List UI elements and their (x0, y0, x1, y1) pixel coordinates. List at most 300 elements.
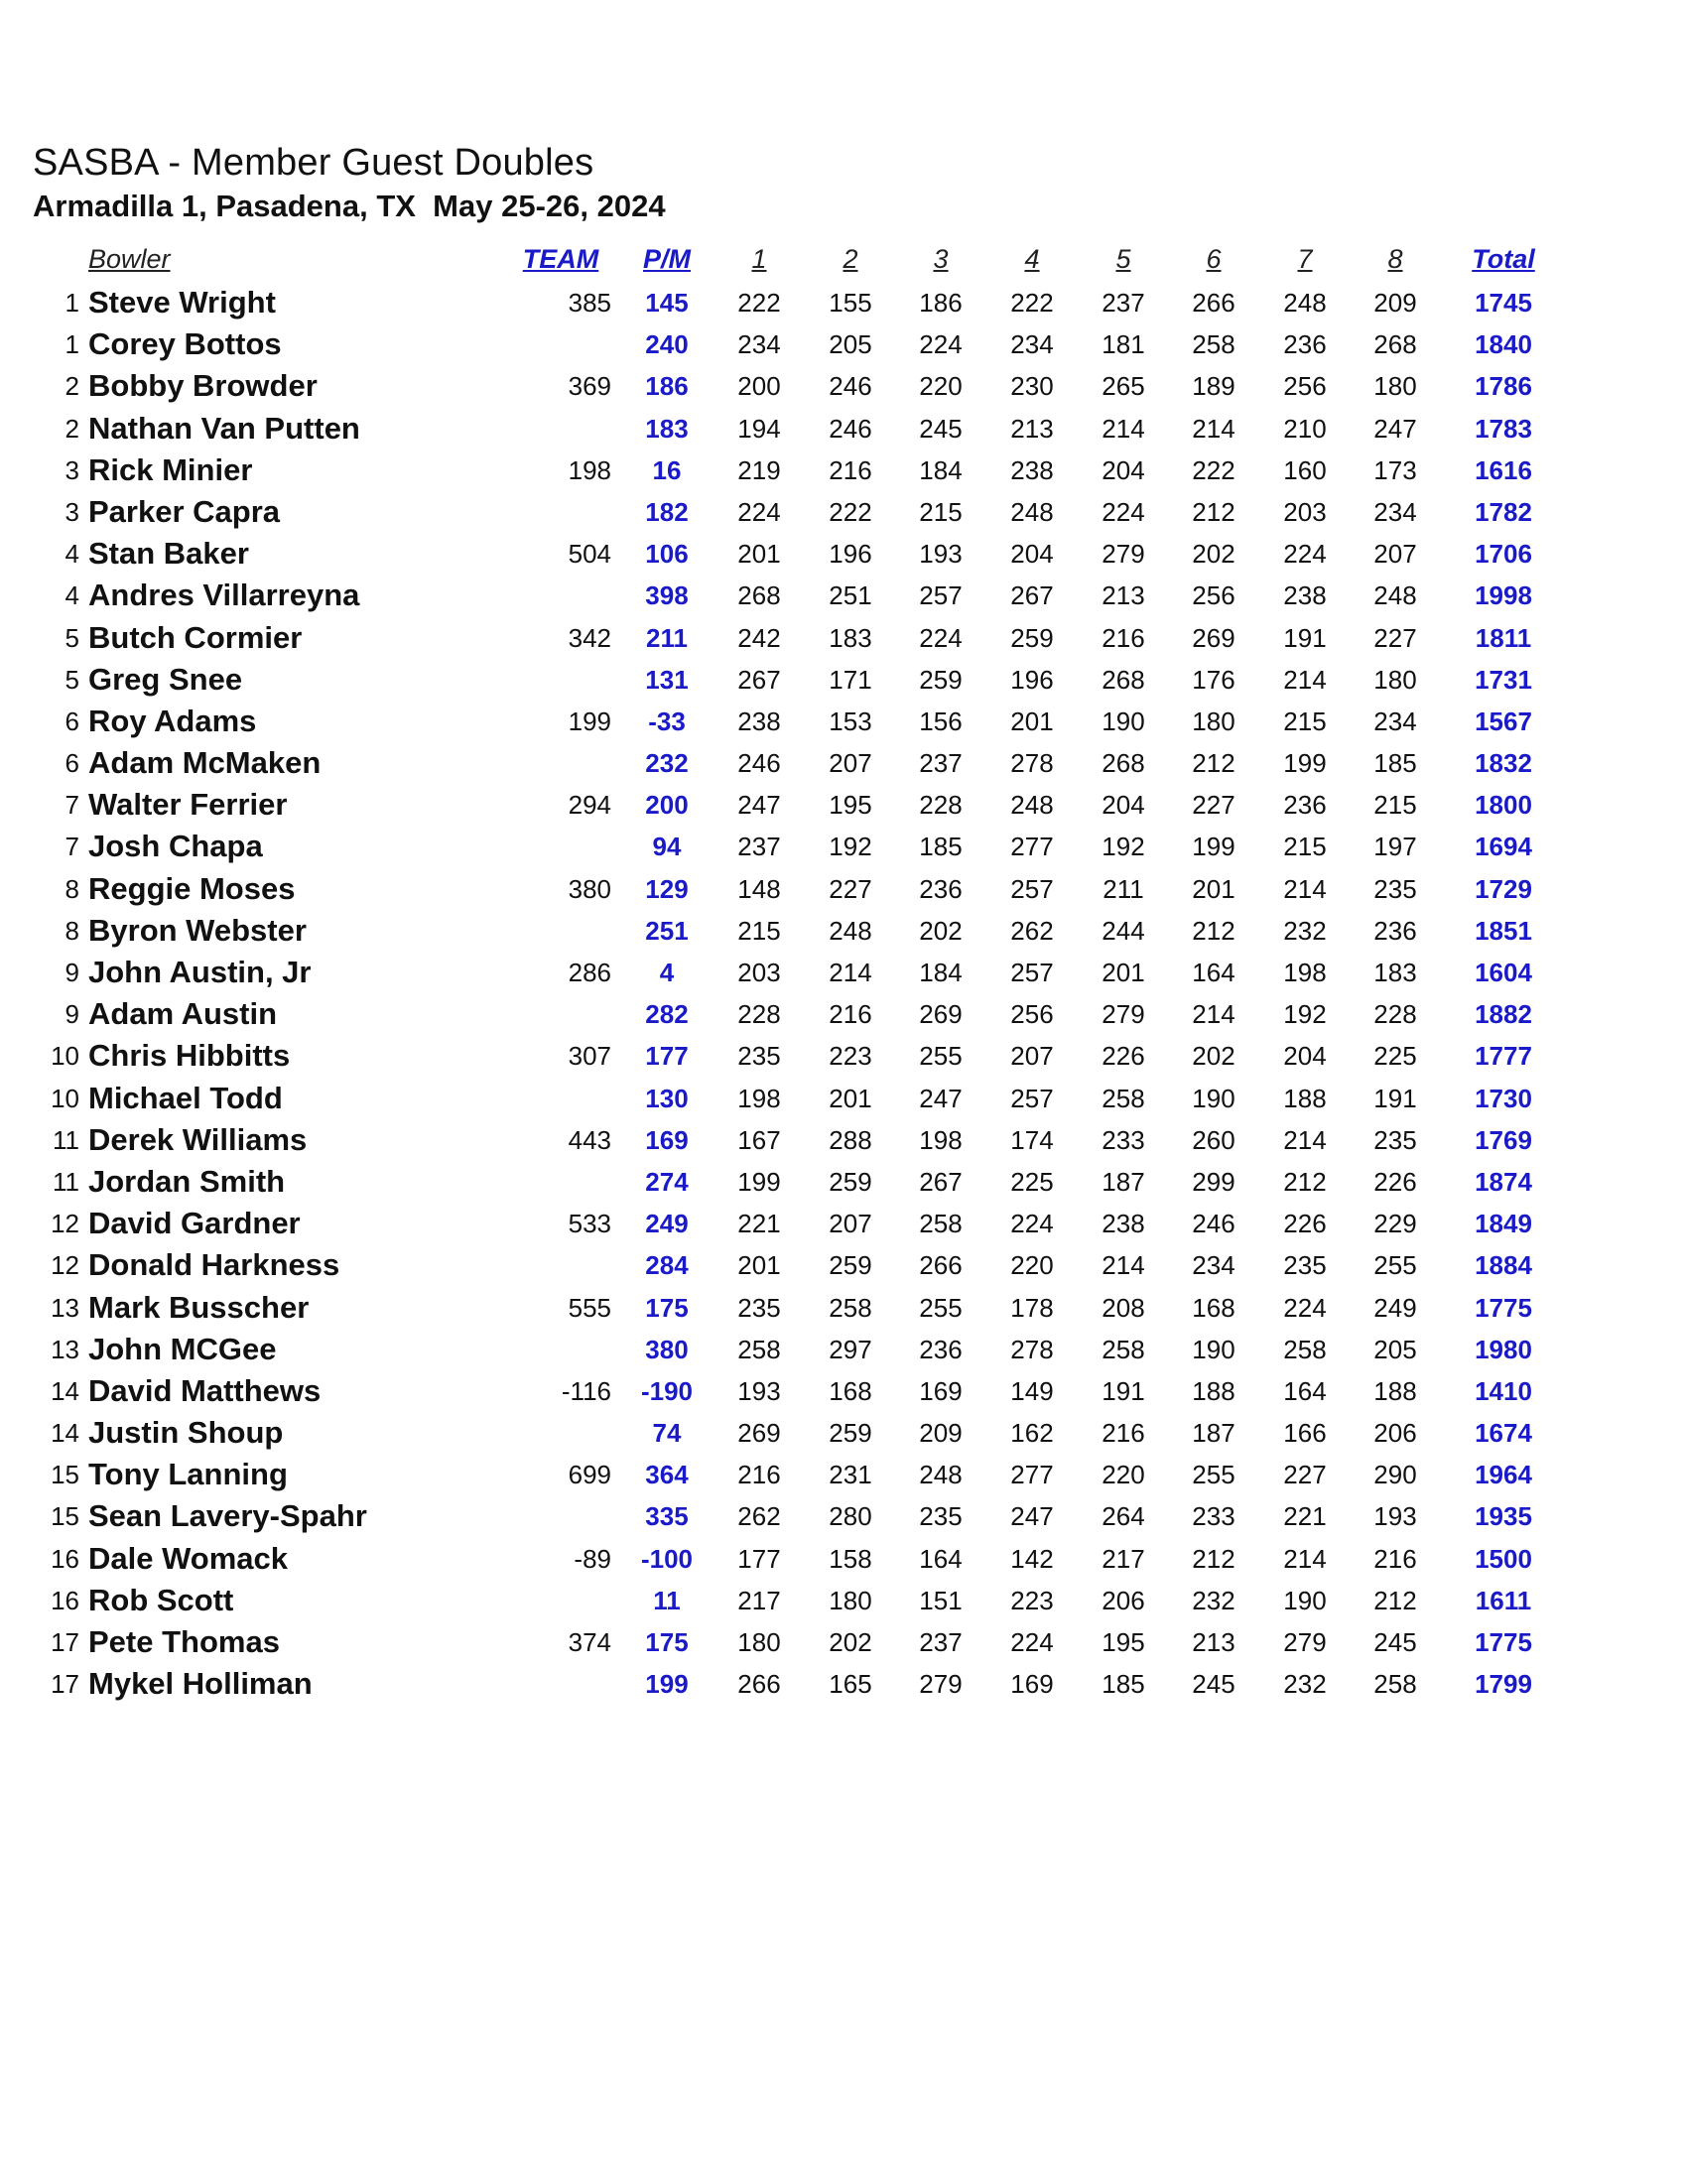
game-2-cell: 297 (829, 1334, 872, 1364)
game-3-cell: 169 (919, 1375, 963, 1406)
rank-cell: 5 (65, 622, 79, 653)
game-3-cell: 156 (919, 706, 963, 736)
rank-cell: 17 (51, 1669, 79, 1700)
bowler-name-cell: John MCGee (88, 1331, 277, 1366)
game-8-cell: 234 (1373, 496, 1417, 527)
game-2-cell: 259 (829, 1166, 872, 1197)
game-7-cell: 204 (1283, 1041, 1327, 1072)
game-3-cell: 236 (919, 1334, 963, 1364)
table-row (0, 1329, 1687, 1370)
total-cell: 1769 (1475, 1124, 1532, 1155)
bowler-name-cell: Parker Capra (88, 493, 281, 529)
rank-cell: 4 (65, 539, 79, 570)
game-3-cell: 215 (919, 496, 963, 527)
game-6-cell: 189 (1192, 371, 1235, 402)
game-8-cell: 193 (1373, 1501, 1417, 1532)
game-3-cell: 193 (919, 539, 963, 570)
pm-cell: -190 (640, 1375, 694, 1406)
game-2-cell: 201 (829, 1083, 872, 1113)
game-5-cell: 265 (1102, 371, 1145, 402)
game-3-cell: 235 (919, 1501, 963, 1532)
game-5-cell: 208 (1102, 1292, 1145, 1323)
game-5-cell: 201 (1102, 958, 1145, 987)
game-3-cell: 224 (919, 622, 963, 653)
document-subtitle: Armadilla 1, Pasadena, TX May 25-26, 2024 (33, 189, 666, 223)
rank-cell: 12 (51, 1209, 79, 1239)
game-4-cell: 259 (1010, 622, 1054, 653)
table-row (0, 408, 1687, 450)
total-cell: 1616 (1475, 454, 1532, 485)
team-cell: 294 (568, 790, 611, 821)
game-5-cell: 192 (1102, 832, 1145, 862)
game-8-cell: 197 (1373, 832, 1417, 862)
bowler-name-cell: Jordan Smith (88, 1163, 286, 1199)
game-4-cell: 267 (1010, 580, 1054, 611)
table-row (0, 533, 1687, 575)
game-1-cell: 215 (737, 915, 781, 946)
game-6-cell: 222 (1192, 454, 1235, 485)
bowler-name-cell: Josh Chapa (88, 829, 263, 864)
game-4-cell: 174 (1010, 1124, 1054, 1155)
game-7-cell: 226 (1283, 1209, 1327, 1239)
table-row (0, 1580, 1687, 1621)
bowler-name-cell: David Matthews (88, 1372, 322, 1408)
game-2-cell: 153 (829, 706, 872, 736)
total-cell: 1500 (1475, 1543, 1532, 1574)
game-4-cell: 178 (1010, 1292, 1054, 1323)
game-5-cell: 214 (1102, 413, 1145, 444)
game-6-cell: 245 (1192, 1669, 1235, 1700)
pm-cell: 364 (645, 1460, 689, 1490)
header-game-8: 8 (1387, 244, 1403, 274)
game-7-cell: 190 (1283, 1585, 1327, 1615)
game-2-cell: 259 (829, 1250, 872, 1281)
game-1-cell: 180 (737, 1627, 781, 1657)
pm-cell: 129 (645, 873, 689, 904)
game-4-cell: 278 (1010, 748, 1054, 779)
game-2-cell: 171 (829, 664, 872, 695)
pm-cell: -33 (648, 706, 686, 736)
pm-cell: 183 (645, 413, 689, 444)
pm-cell: 199 (645, 1669, 689, 1700)
game-6-cell: 233 (1192, 1501, 1235, 1532)
pm-cell: 380 (645, 1334, 689, 1364)
table-row (0, 1119, 1687, 1161)
game-1-cell: 219 (737, 454, 781, 485)
game-7-cell: 192 (1283, 999, 1327, 1030)
game-3-cell: 269 (919, 999, 963, 1030)
table-row (0, 952, 1687, 993)
bowler-name-cell: Michael Todd (88, 1080, 283, 1115)
bowler-name-cell: Steve Wright (88, 285, 276, 320)
game-4-cell: 230 (1010, 371, 1054, 402)
bowler-name-cell: Mykel Holliman (88, 1666, 313, 1702)
game-8-cell: 229 (1373, 1209, 1417, 1239)
rank-cell: 3 (65, 454, 79, 485)
total-cell: 1706 (1475, 539, 1532, 570)
game-5-cell: 258 (1102, 1083, 1145, 1113)
game-2-cell: 259 (829, 1418, 872, 1449)
game-5-cell: 217 (1102, 1543, 1145, 1574)
game-5-cell: 216 (1102, 622, 1145, 653)
game-3-cell: 186 (919, 288, 963, 318)
header-team: TEAM (522, 244, 599, 274)
total-cell: 1882 (1475, 999, 1532, 1030)
rank-cell: 11 (53, 1166, 79, 1197)
game-4-cell: 142 (1010, 1543, 1054, 1574)
pm-cell: 175 (645, 1292, 689, 1323)
game-1-cell: 216 (737, 1460, 781, 1490)
rank-cell: 10 (51, 1041, 79, 1072)
game-1-cell: 177 (737, 1543, 781, 1574)
game-6-cell: 164 (1192, 958, 1235, 987)
game-8-cell: 236 (1373, 915, 1417, 946)
game-1-cell: 217 (737, 1585, 781, 1615)
game-7-cell: 212 (1283, 1166, 1327, 1197)
rank-cell: 5 (65, 664, 79, 695)
game-3-cell: 255 (919, 1041, 963, 1072)
total-cell: 1998 (1475, 580, 1532, 611)
game-7-cell: 227 (1283, 1460, 1327, 1490)
game-1-cell: 193 (737, 1375, 781, 1406)
rank-cell: 10 (51, 1083, 79, 1113)
game-5-cell: 204 (1102, 790, 1145, 821)
game-8-cell: 216 (1373, 1543, 1417, 1574)
pm-cell: 145 (645, 288, 689, 318)
game-3-cell: 247 (919, 1083, 963, 1113)
game-7-cell: 203 (1283, 496, 1327, 527)
total-cell: 1730 (1475, 1083, 1532, 1113)
game-7-cell: 236 (1283, 329, 1327, 360)
game-1-cell: 234 (737, 329, 781, 360)
rank-cell: 6 (65, 748, 79, 779)
table-row (0, 365, 1687, 407)
game-3-cell: 267 (919, 1166, 963, 1197)
game-4-cell: 257 (1010, 873, 1054, 904)
total-cell: 1782 (1475, 496, 1532, 527)
total-cell: 1745 (1475, 288, 1532, 318)
game-1-cell: 262 (737, 1501, 781, 1532)
game-1-cell: 200 (737, 371, 781, 402)
game-7-cell: 188 (1283, 1083, 1327, 1113)
total-cell: 1775 (1475, 1627, 1532, 1657)
rank-cell: 13 (51, 1334, 79, 1364)
game-3-cell: 258 (919, 1209, 963, 1239)
rank-cell: 9 (65, 958, 79, 987)
game-1-cell: 167 (737, 1124, 781, 1155)
rank-cell: 16 (51, 1543, 79, 1574)
header-bowler: Bowler (88, 244, 171, 274)
table-row (0, 1370, 1687, 1412)
table-row (0, 659, 1687, 701)
pm-cell: 232 (645, 748, 689, 779)
game-3-cell: 209 (919, 1418, 963, 1449)
game-3-cell: 224 (919, 329, 963, 360)
team-cell: 504 (568, 539, 611, 570)
game-8-cell: 247 (1373, 413, 1417, 444)
game-8-cell: 290 (1373, 1460, 1417, 1490)
team-cell: 374 (568, 1627, 611, 1657)
rank-cell: 8 (65, 873, 79, 904)
pm-cell: 186 (645, 371, 689, 402)
total-cell: 1410 (1475, 1375, 1532, 1406)
game-8-cell: 191 (1373, 1083, 1417, 1113)
game-5-cell: 206 (1102, 1585, 1145, 1615)
game-2-cell: 192 (829, 832, 872, 862)
total-cell: 1884 (1475, 1250, 1532, 1281)
game-1-cell: 268 (737, 580, 781, 611)
total-cell: 1731 (1475, 664, 1532, 695)
game-6-cell: 212 (1192, 496, 1235, 527)
game-2-cell: 248 (829, 915, 872, 946)
game-4-cell: 204 (1010, 539, 1054, 570)
table-row (0, 1412, 1687, 1454)
game-5-cell: 264 (1102, 1501, 1145, 1532)
rank-cell: 11 (53, 1124, 79, 1155)
total-cell: 1786 (1475, 371, 1532, 402)
table-row (0, 1621, 1687, 1663)
game-2-cell: 207 (829, 748, 872, 779)
game-7-cell: 232 (1283, 1669, 1327, 1700)
game-7-cell: 164 (1283, 1375, 1327, 1406)
game-2-cell: 231 (829, 1460, 872, 1490)
rank-cell: 2 (65, 371, 79, 402)
total-cell: 1849 (1475, 1209, 1532, 1239)
game-1-cell: 224 (737, 496, 781, 527)
game-4-cell: 248 (1010, 496, 1054, 527)
header-game-1: 1 (751, 244, 767, 274)
game-1-cell: 237 (737, 832, 781, 862)
rank-cell: 15 (51, 1460, 79, 1490)
game-4-cell: 257 (1010, 958, 1054, 987)
team-cell: 286 (568, 958, 611, 987)
table-row (0, 1203, 1687, 1244)
table-row (0, 868, 1687, 910)
game-7-cell: 198 (1283, 958, 1327, 987)
game-6-cell: 299 (1192, 1166, 1235, 1197)
team-cell: 555 (568, 1292, 611, 1323)
game-8-cell: 205 (1373, 1334, 1417, 1364)
team-cell: 307 (568, 1041, 611, 1072)
game-1-cell: 235 (737, 1292, 781, 1323)
bowler-name-cell: David Gardner (88, 1206, 301, 1241)
game-3-cell: 151 (919, 1585, 963, 1615)
game-6-cell: 255 (1192, 1460, 1235, 1490)
game-7-cell: 248 (1283, 288, 1327, 318)
team-cell: 199 (568, 706, 611, 736)
game-1-cell: 228 (737, 999, 781, 1030)
game-6-cell: 260 (1192, 1124, 1235, 1155)
game-1-cell: 201 (737, 1250, 781, 1281)
table-row (0, 1663, 1687, 1705)
game-5-cell: 191 (1102, 1375, 1145, 1406)
game-6-cell: 212 (1192, 1543, 1235, 1574)
game-8-cell: 215 (1373, 790, 1417, 821)
pm-cell: -100 (640, 1543, 694, 1574)
team-cell: 342 (568, 622, 611, 653)
bowler-name-cell: Donald Harkness (88, 1247, 340, 1283)
game-3-cell: 255 (919, 1292, 963, 1323)
rank-cell: 8 (65, 915, 79, 946)
game-4-cell: 149 (1010, 1375, 1054, 1406)
bowler-name-cell: Nathan Van Putten (88, 410, 360, 446)
game-6-cell: 232 (1192, 1585, 1235, 1615)
total-cell: 1777 (1475, 1041, 1532, 1072)
game-5-cell: 268 (1102, 664, 1145, 695)
game-2-cell: 246 (829, 413, 872, 444)
game-8-cell: 188 (1373, 1375, 1417, 1406)
table-row (0, 1244, 1687, 1286)
game-7-cell: 191 (1283, 622, 1327, 653)
game-8-cell: 255 (1373, 1250, 1417, 1281)
game-4-cell: 277 (1010, 832, 1054, 862)
game-8-cell: 226 (1373, 1166, 1417, 1197)
game-5-cell: 233 (1102, 1124, 1145, 1155)
game-5-cell: 258 (1102, 1334, 1145, 1364)
total-cell: 1611 (1475, 1585, 1532, 1615)
pm-cell: 16 (652, 454, 682, 485)
game-6-cell: 246 (1192, 1209, 1235, 1239)
game-8-cell: 235 (1373, 873, 1417, 904)
game-3-cell: 184 (919, 454, 963, 485)
game-7-cell: 166 (1283, 1418, 1327, 1449)
header-pm: P/M (642, 244, 691, 274)
game-7-cell: 238 (1283, 580, 1327, 611)
team-cell: 533 (568, 1209, 611, 1239)
header-game-5: 5 (1115, 244, 1131, 274)
game-2-cell: 246 (829, 371, 872, 402)
table-row (0, 784, 1687, 826)
bowler-name-cell: Justin Shoup (88, 1415, 284, 1451)
game-3-cell: 228 (919, 790, 963, 821)
pm-cell: 211 (646, 622, 688, 653)
pm-cell: 282 (645, 999, 689, 1030)
team-cell: 198 (568, 454, 611, 485)
game-2-cell: 227 (829, 873, 872, 904)
game-1-cell: 221 (737, 1209, 781, 1239)
game-5-cell: 220 (1102, 1460, 1145, 1490)
bowler-name-cell: Butch Cormier (88, 619, 303, 655)
pm-cell: 169 (645, 1124, 689, 1155)
rank-cell: 16 (51, 1585, 79, 1615)
game-6-cell: 202 (1192, 539, 1235, 570)
total-cell: 1694 (1475, 832, 1532, 862)
rank-cell: 7 (65, 832, 79, 862)
game-5-cell: 181 (1102, 329, 1145, 360)
pm-cell: 240 (645, 329, 689, 360)
header-game-6: 6 (1206, 244, 1222, 274)
game-2-cell: 223 (829, 1041, 872, 1072)
game-2-cell: 155 (829, 288, 872, 318)
game-1-cell: 198 (737, 1083, 781, 1113)
game-5-cell: 224 (1102, 496, 1145, 527)
game-4-cell: 220 (1010, 1250, 1054, 1281)
game-5-cell: 216 (1102, 1418, 1145, 1449)
game-2-cell: 158 (829, 1543, 872, 1574)
game-8-cell: 258 (1373, 1669, 1417, 1700)
game-4-cell: 196 (1010, 664, 1054, 695)
game-1-cell: 194 (737, 413, 781, 444)
game-3-cell: 220 (919, 371, 963, 402)
rank-cell: 12 (51, 1250, 79, 1281)
bowler-name-cell: Derek Williams (88, 1121, 308, 1157)
game-8-cell: 225 (1373, 1041, 1417, 1072)
game-4-cell: 224 (1010, 1627, 1054, 1657)
game-2-cell: 216 (829, 999, 872, 1030)
game-4-cell: 201 (1010, 706, 1054, 736)
pm-cell: 4 (659, 958, 675, 987)
game-2-cell: 222 (829, 496, 872, 527)
game-1-cell: 269 (737, 1418, 781, 1449)
table-row (0, 491, 1687, 533)
game-4-cell: 207 (1010, 1041, 1054, 1072)
game-5-cell: 190 (1102, 706, 1145, 736)
table-row (0, 1161, 1687, 1203)
game-4-cell: 278 (1010, 1334, 1054, 1364)
game-3-cell: 245 (919, 413, 963, 444)
table-row (0, 575, 1687, 616)
bowler-name-cell: Adam Austin (88, 996, 278, 1032)
game-7-cell: 210 (1283, 413, 1327, 444)
game-2-cell: 165 (829, 1669, 872, 1700)
game-6-cell: 256 (1192, 580, 1235, 611)
rank-cell: 14 (51, 1418, 79, 1449)
game-6-cell: 202 (1192, 1041, 1235, 1072)
game-7-cell: 232 (1283, 915, 1327, 946)
game-2-cell: 180 (829, 1585, 872, 1615)
game-8-cell: 212 (1373, 1585, 1417, 1615)
game-2-cell: 251 (829, 580, 872, 611)
bowler-name-cell: Dale Womack (88, 1540, 289, 1576)
table-row (0, 1035, 1687, 1077)
bowler-name-cell: Rob Scott (88, 1582, 234, 1617)
game-4-cell: 238 (1010, 454, 1054, 485)
game-3-cell: 237 (919, 1627, 963, 1657)
game-1-cell: 242 (737, 622, 781, 653)
game-6-cell: 188 (1192, 1375, 1235, 1406)
bowler-name-cell: Byron Webster (88, 912, 307, 948)
game-3-cell: 164 (919, 1543, 963, 1574)
game-5-cell: 204 (1102, 454, 1145, 485)
game-4-cell: 262 (1010, 915, 1054, 946)
game-5-cell: 187 (1102, 1166, 1145, 1197)
game-1-cell: 267 (737, 664, 781, 695)
rank-cell: 1 (65, 329, 79, 360)
pm-cell: 200 (645, 790, 689, 821)
game-5-cell: 226 (1102, 1041, 1145, 1072)
game-6-cell: 258 (1192, 329, 1235, 360)
game-3-cell: 257 (919, 580, 963, 611)
game-3-cell: 266 (919, 1250, 963, 1281)
game-3-cell: 198 (919, 1124, 963, 1155)
game-4-cell: 257 (1010, 1083, 1054, 1113)
rank-cell: 4 (65, 580, 79, 611)
pm-cell: 249 (645, 1209, 689, 1239)
header-game-7: 7 (1297, 244, 1313, 274)
game-5-cell: 279 (1102, 999, 1145, 1030)
game-1-cell: 199 (737, 1166, 781, 1197)
game-3-cell: 248 (919, 1460, 963, 1490)
game-8-cell: 183 (1373, 958, 1417, 987)
game-2-cell: 258 (829, 1292, 872, 1323)
table-row (0, 1287, 1687, 1329)
game-7-cell: 215 (1283, 832, 1327, 862)
pm-cell: 335 (645, 1501, 689, 1532)
game-3-cell: 237 (919, 748, 963, 779)
game-2-cell: 216 (829, 454, 872, 485)
pm-cell: 284 (645, 1250, 689, 1281)
team-cell: 369 (568, 371, 611, 402)
